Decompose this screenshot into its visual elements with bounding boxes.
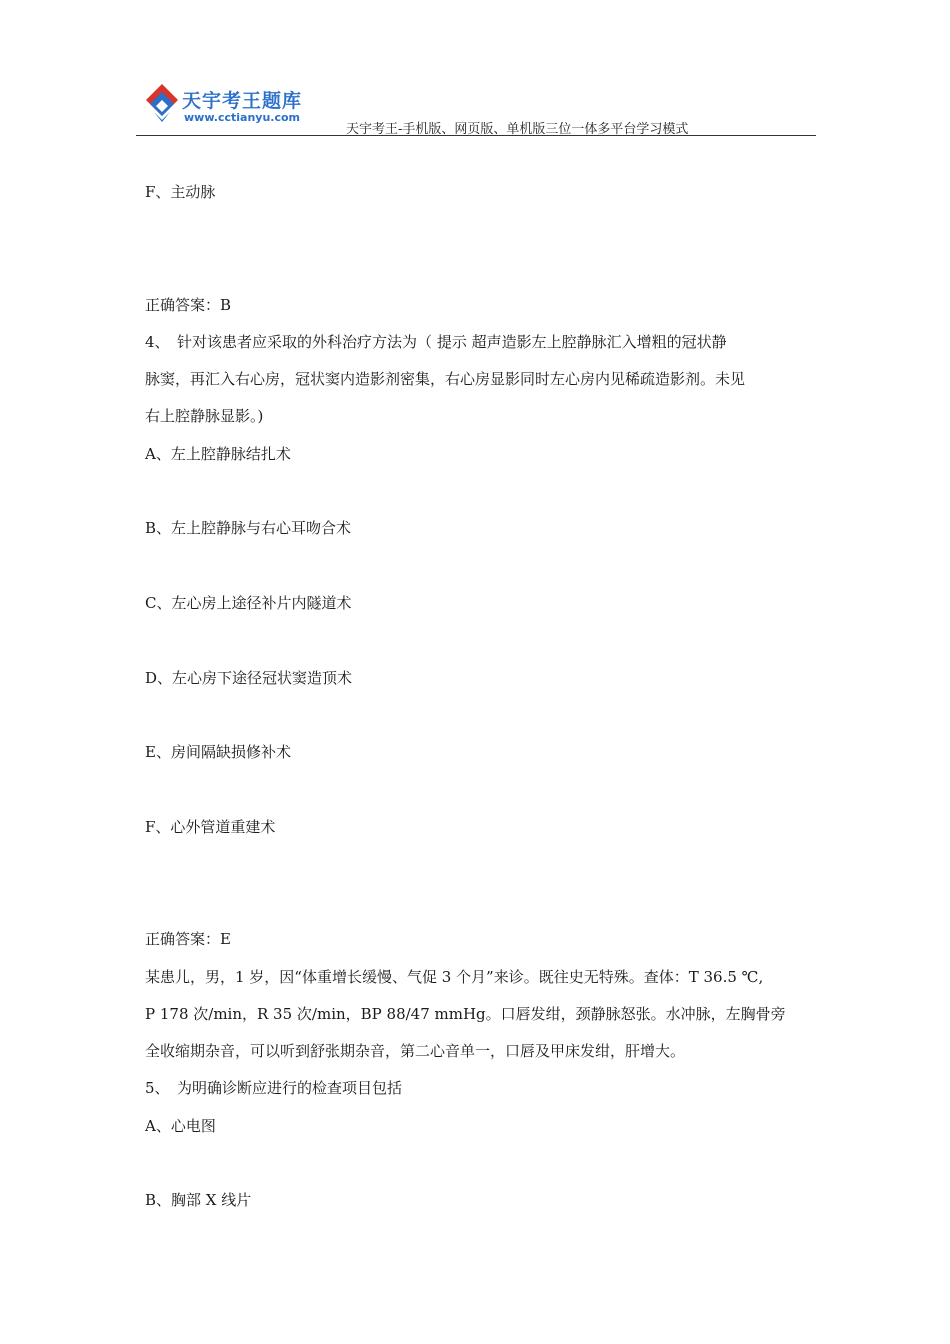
q4-option-d: D、左心房下途径冠状窦造顶术 <box>145 669 353 687</box>
logo-diamond-icon <box>144 82 184 124</box>
q4-option-c: C、左心房上途径补片内隧道术 <box>145 594 352 612</box>
q4-option-e: E、房间隔缺损修补术 <box>145 743 291 761</box>
q5-option-a: A、心电图 <box>145 1117 216 1135</box>
header-divider <box>136 135 816 136</box>
q4-answer: 正确答案：E <box>145 930 231 948</box>
q4-option-a: A、左上腔静脉结扎术 <box>145 445 291 463</box>
logo <box>144 80 314 126</box>
case-line-1: 某患儿，男，1 岁，因“体重增长缓慢、气促 3 个月”来诊。既往史无特殊。查体：T 36.5 ℃, <box>145 968 764 986</box>
q3-answer: 正确答案：B <box>145 296 232 314</box>
q4-option-f: F、心外管道重建术 <box>145 818 276 836</box>
q4-option-b: B、左上腔静脉与右心耳吻合术 <box>145 519 352 537</box>
q3-option-f: F、主动脉 <box>145 183 216 201</box>
header-tagline: 天宇考王-手机版、网页版、单机版三位一体多平台学习模式 <box>346 122 689 137</box>
q4-question-line-1: 4、 针对该患者应采取的外科治疗方法为（ 提示 超声造影左上腔静脉汇入增粗的冠状静 <box>145 333 727 351</box>
q4-question-line-3: 右上腔静脉显影。) <box>145 407 264 425</box>
q5-question: 5、 为明确诊断应进行的检查项目包括 <box>145 1079 403 1097</box>
case-line-2: P 178 次/min，R 35 次/min，BP 88/47 mmHg。口唇发绀，颈静脉怒张。水冲脉，左胸骨旁 <box>145 1005 786 1023</box>
q5-option-b: B、胸部 X 线片 <box>145 1191 252 1209</box>
logo-text: 天宇考王题库 <box>182 90 303 112</box>
case-line-3: 全收缩期杂音，可以听到舒张期杂音，第二心音单一，口唇及甲床发绀，肝增大。 <box>145 1042 686 1060</box>
logo-url: www.cctianyu.com <box>184 111 301 124</box>
page-header <box>136 78 816 138</box>
q4-question-line-2: 脉窦，再汇入右心房，冠状窦内造影剂密集，右心房显影同时左心房内见稀疏造影剂。未见 <box>145 370 746 388</box>
